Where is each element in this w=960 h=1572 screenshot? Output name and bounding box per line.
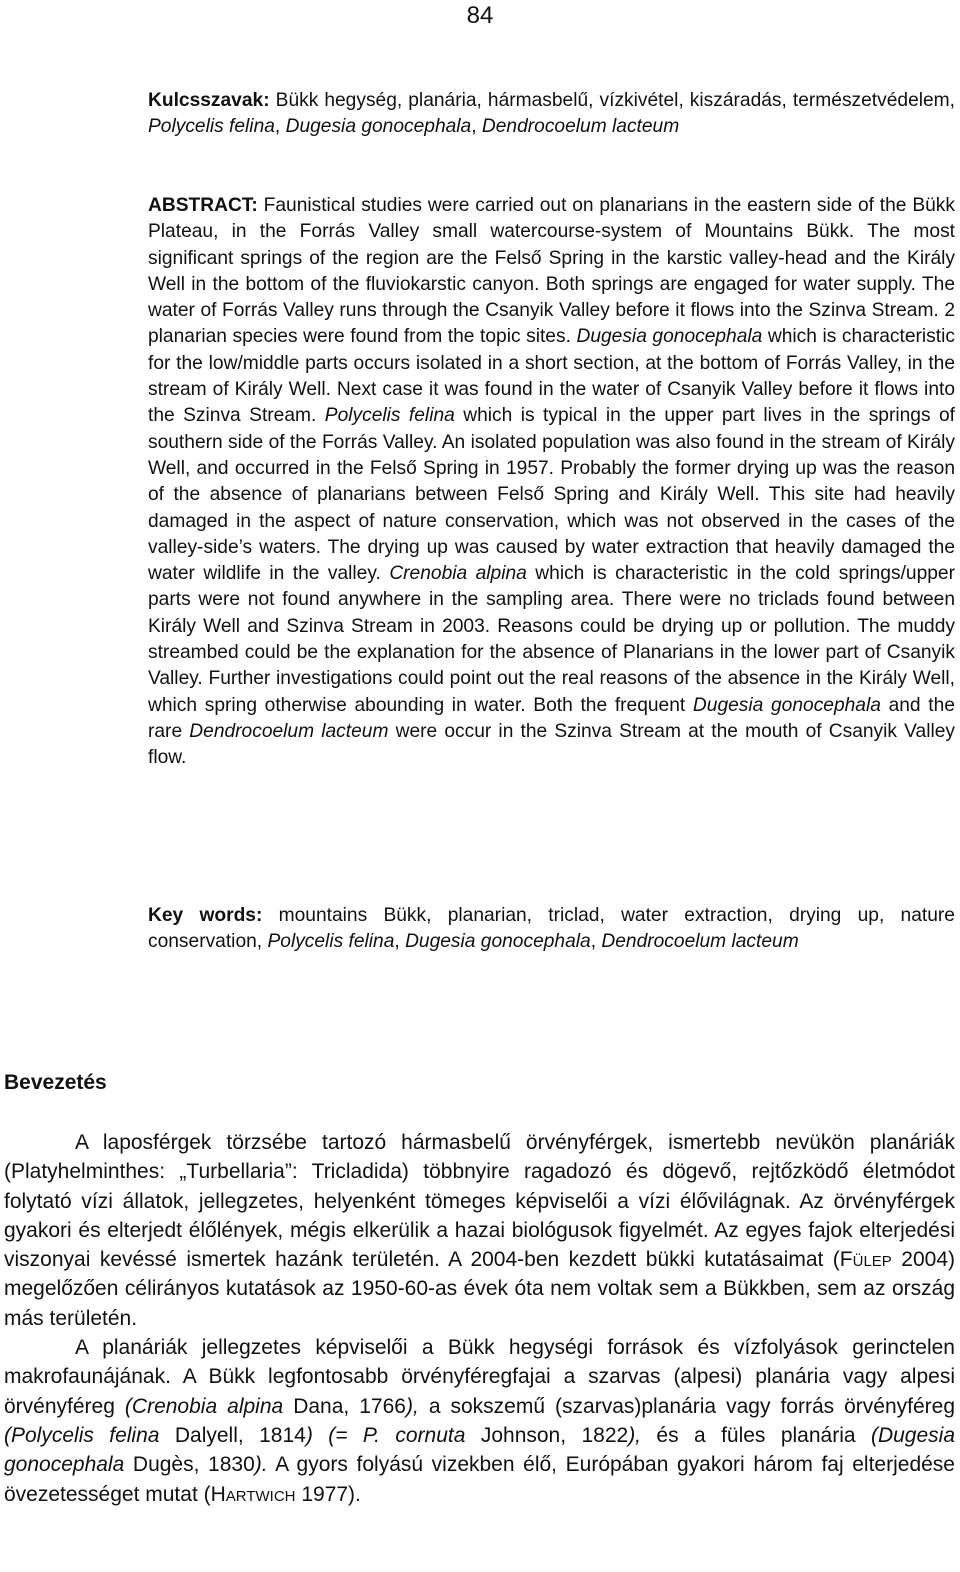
punctuation: ). (254, 1453, 268, 1477)
keywords-block: Key words: mountains Bükk, planarian, triclad, water extraction, drying up, nature conservation, Polycelis felina, Dugesia gonocephala, Dendrocoelum lacteum (148, 905, 955, 953)
species-name: Polycelis felina (267, 931, 395, 953)
kulcsszavak-block: Kulcsszavak: Bükk hegység, planária, hármasbelű, vízkivétel, kiszáradás, természetvédelem, Polycelis felina, Dugesia gonocephala, Dendrocoelum lacteum (148, 90, 955, 138)
paragraph-text: Dalyell, 1814 (174, 1423, 306, 1447)
paragraph-text: Johnson, 1822 (480, 1423, 629, 1447)
species-name: Dugesia gonocephala (405, 931, 591, 953)
author-citation: Hartwich (210, 1482, 296, 1506)
kulcsszavak-label: Kulcsszavak: (148, 90, 270, 111)
species-name: (Dugesia gonocephala (4, 1423, 955, 1477)
paragraph-text: és a füles planária (656, 1423, 856, 1447)
abstract-text: which is characteristic for the low/middle parts occurs isolated in a short section, at the bottom of Forrás Valley, in the stream of Király Well. Next case it was found in the water of Csanyik Valley before it flows into the Szinva Stream. (148, 326, 955, 427)
species-name: (Polycelis felina (4, 1423, 160, 1447)
kulcsszavak-text: Bükk hegység, planária, hármasbelű, vízkivétel, kiszáradás, természetvédelem, (275, 90, 955, 111)
species-name: Dugesia gonocephala (285, 116, 472, 138)
punctuation: ), (628, 1423, 642, 1447)
paragraph-text: a sokszemű (szarvas)planária vagy forrás örvényféreg (428, 1394, 956, 1418)
species-name: Dendrocoelum lacteum (601, 931, 799, 953)
paragraph-text: A laposférgek törzsébe tartozó hármasbelű örvényférgek, ismertebb nevükön planáriák (Platyhelminthes: „Turbellaria”: Tricladida) többnyire ragadozó és dögevő, rejtőzködő életmódot folytató vízi állatok, jellegzetes, helyenként tömeges képviselői a vízi élővilágnak. Az örvényférgek gyakori és elterjedt élőlények, mégis elkerülik a hazai biológusok figyelmét. Az egyes fajok elterjedési viszonyai kevéssé ismertek hazánk területén. A 2004-ben kezdett bükki kutatásaimat ( (4, 1131, 955, 1272)
keywords-text: mountains Bükk, planarian, triclad, water extraction, drying up, nature conservation, (148, 905, 955, 953)
species-name: Dugesia gonocephala (692, 694, 881, 716)
page-number: 84 (466, 2, 494, 29)
abstract-label: ABSTRACT: (148, 195, 258, 216)
abstract-text: were occur in the Szinva Stream at the mouth of Csanyik Valley flow. (148, 720, 955, 769)
intro-paragraph-1 (4, 1128, 955, 1333)
punctuation: ), (405, 1394, 419, 1418)
section-heading: Bevezetés (4, 1071, 107, 1094)
abstract-text: and the rare (148, 694, 955, 742)
paragraph-text: Dana, 1766 (293, 1394, 406, 1418)
species-name: (Crenobia alpina (124, 1394, 284, 1418)
intro-paragraph-2 (4, 1333, 955, 1509)
abstract-block (148, 193, 955, 772)
paragraph-text: 1977). (301, 1482, 361, 1506)
paragraph-text: A gyors folyású vizekben élő, Európában gyakori három faj elterjedése övezetességet mutat ( (4, 1453, 955, 1506)
abstract-text: which is characteristic in the cold springs/upper parts were not found anywhere in the sampling area. There were no triclads found between Király Well and Szinva Stream in 2003. Reasons could be drying up or pollution. The muddy streambed could be the explanation for the absence of Planarians in the lower part of Csanyik Valley. Further investigations could point out the real reasons of the absence in the Király Well, which spring otherwise abounding in water. Both the frequent (148, 563, 955, 716)
species-name: Dendrocoelum lacteum (481, 116, 680, 138)
species-name: Polycelis felina (148, 116, 275, 138)
paragraph-text: A planáriák jellegzetes képviselői a Bükk hegységi források és vízfolyások gerinctelen makrofaunájának. A Bükk legfontosabb örvényféregfajai a szarvas (alpesi) planária vagy alpesi örvényféreg (4, 1336, 955, 1418)
species-name: Dendrocoelum lacteum (189, 720, 389, 742)
keywords-label: Key words: (148, 905, 263, 926)
paragraph-text: Dugès, 1830 (132, 1453, 255, 1477)
abstract-text: Faunistical studies were carried out on planarians in the eastern side of the Bükk Plateau, in the Forrás Valley small watercourse-system of Mountains Bükk. The most significant springs of the region are the Felső Spring in the karstic valley-head and the Király Well in the bottom of the fluviokarstic canyon. Both springs are engaged for water supply. The water of Forrás Valley runs through the Csanyik Valley before it flows into the Szinva Stream. 2 planarian species were found from the topic sites. (148, 195, 955, 348)
species-name: Dugesia gonocephala (576, 326, 763, 348)
species-name: Crenobia alpina (389, 563, 527, 585)
species-name: Polycelis felina (324, 405, 455, 427)
author-citation: Fülep (839, 1248, 892, 1272)
species-name: ) (= P. cornuta (305, 1423, 466, 1447)
intro-body (4, 1128, 955, 1509)
paragraph-text: 2004) megelőzően célirányos kutatások az 1950-60-as évek óta nem voltak sem a Bükkben, sem az ország más területén. (4, 1248, 955, 1330)
abstract-text: which is typical in the upper part lives in the springs of southern side of the Forrás Valley. An isolated population was also found in the stream of Király Well, and occurred in the Felső Spring in 1957. Probably the former drying up was the reason of the absence of planarians between Felső Spring and Király Well. This site had heavily damaged in the aspect of nature conservation, which was not observed in the cases of the valley-side’s waters. The drying up was caused by water extraction that heavily damaged the water wildlife in the valley. (148, 405, 955, 585)
